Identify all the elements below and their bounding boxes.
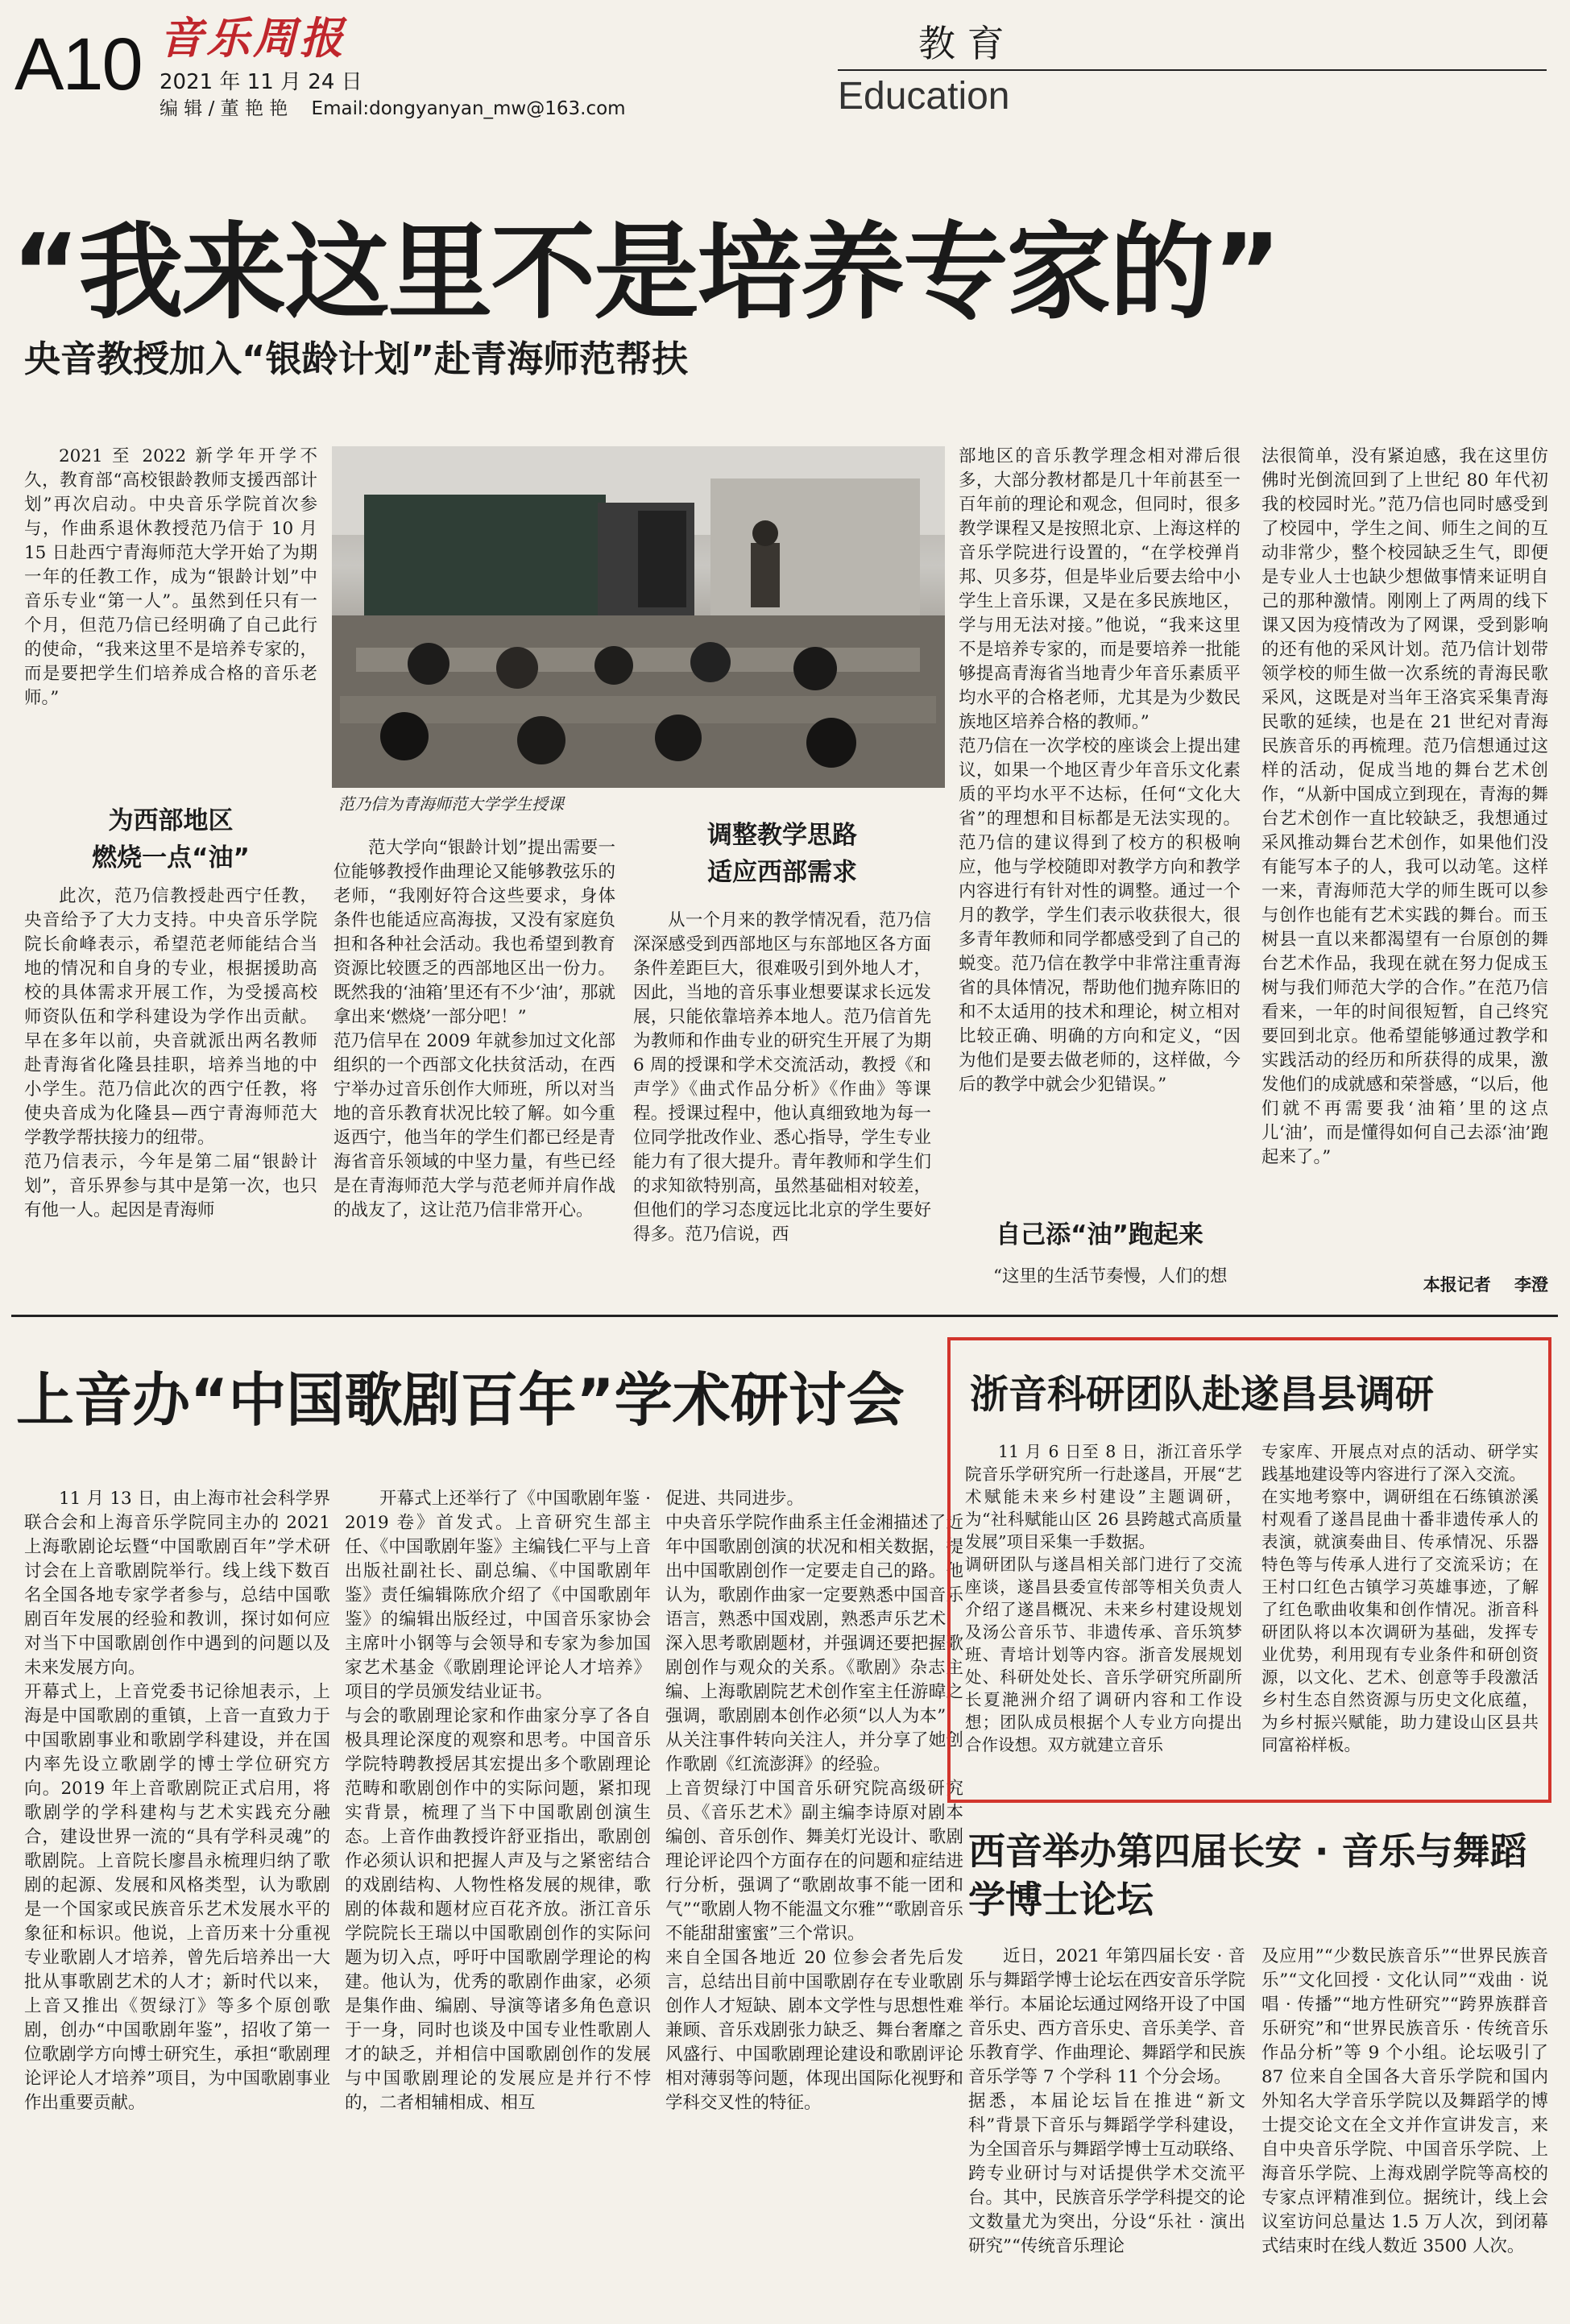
lead-col1-top: 2021 至 2022 新学年开学不久，教育部“高校银龄教师支援西部计划”再次启动。中央音乐学院首次参与，作曲系退休教授范乃信于 10 月 15 日赴西宁青海师范大学开始了为期一年的任教工作，成为“银龄计划”中音乐专业“第一人”。虽然到任只有一个月，但范乃信已经明确了自己此行的使命，“我来这里不是培养专家的，而是要把学生们培养成合格的音乐老师。” [24,446,317,708]
classroom-photo [332,446,945,788]
article3-col1: 11 月 6 日至 8 日，浙江音乐学院音乐学研究所一行赴遂昌，开展“艺术赋能未来乡村建设”主题调研，为“社科赋能山区 26 县跨越式高质量发展”项目采集一手数据。 调研团队与遂昌相关部门进行了交流座谈，遂昌县委宣传部等相关负责人介绍了遂昌概况、未来乡村建设规划及汤公音乐节、非遗传承、音乐筑梦班、青培计划等内容。浙音发展规划处、科研处处长、音乐学研究所副所长夏滟洲介绍了调研内容和工作设想；团队成员根据个人专业方向提出合作设想。双方就建立音乐 [965,1442,1242,1754]
editor-info: 编 辑 / 董 艳 艳 Email:dongyanyan_mw@163.com [159,98,626,119]
lead-subhead-adjust: 调整教学思路 适应西部需求 [707,821,857,887]
section-title-english: Education [838,75,1010,118]
lead-col4-top: 部地区的音乐教学理念相对滞后很多，大部分教材都是几十年前甚至一百年前的理论和观念，但同时，很多教学课程又是按照北京、上海这样的音乐学院进行设置的，“在学校弹肖邦、贝多芬，但是毕业后要去给中小学生上音乐课，又是在多民族地区，学与用无法对接。”他说，“我来这里不是培养专家的，而是要培养一批能够提高青海省当地青少年音乐素质平均水平的合格老师，尤其是为少数民族地区培养合格的教师。” 范乃信在一次学校的座谈会上提出建议，如果一个地区青少年音乐文化素质的平均水平不达标，任何“文化大省”的理想和目标都是无法实现的。范乃信的建议得到了校方的积极响应，他与学校随即对教学方向和教学内容进行有针对性的调整。通过一个月的教学，学生们表示收获很大，很多青年教师和同学都感受到了自己的蜕变。范乃信在教学中非常注重青海省的具体情况，帮助他们抛弃陈旧的和不太适用的技术和理论，树立相对比较正确、明确的方向和定义，“因为他们是要去做老师的，这样做，今后的教学中就会少犯错误。” [959,446,1241,1095]
lead-col2: 范大学向“银龄计划”提出需要一位能够教授作曲理论又能够教弦乐的老师，“我刚好符合这些要求，身体条件也能适应高海拔，又没有家庭负担和各种社会活动。我也希望到教育资源比较匮乏的西部地区出一份力。既然我的‘油箱’里还有不少‘油’，那就拿出来‘燃烧’一部分吧！” 范乃信早在 2009 年就参加过文化部组织的一个西部文化扶贫活动，在西宁举办过音乐创作大师班，所以对当地的音乐教育状况比较了解。如今重返西宁，他当年的学生们都已经是青海省音乐领域的中坚力量，有些已经是在青海师范大学与范老师并肩作战的战友了，这让范乃信非常开心。 [333,838,615,1220]
photo-caption: 范乃信为青海师范大学学生授课 [338,794,564,814]
lead-col5: 法很简单，没有紧迫感，我在这里仿佛时光倒流回到了上世纪 80 年代初我的校园时光。”范乃信也同时感受到了校园中，学生之间、师生之间的互动非常少，整个校园缺乏生气，即便是专业人士也缺少想做事情来证明自己的那种激情。刚刚上了两周的线下课又因为疫情改为了网课，受到影响的还有他的采风计划。范乃信计划带领学校的师生做一次系统的青海民歌采风，这既是对当年王洛宾采集青海民歌的延续，也是在 21 世纪对青海民族音乐的再梳理。范乃信想通过这样的活动，促成当地的舞台艺术创作，“从新中国成立到现在，青海的舞台艺术创作一直比较缺乏，我想通过采风推动舞台艺术创作，如果他们没有能写本子的人，我可以动笔。这样一来，青海师范大学的师生既可以参与创作也能有艺术实践的舞台。而玉树县一直以来都渴望有一台原创的舞台艺术作品，我现在就在努力促成玉树与我们师范大学的合作。”在范乃信看来，一年的时间很短暂，自己终究要回到北京。他希望能够通过教学和实践活动的经历和所获得的成果，激发他们的成就感和荣誉感，“以后，他们就不再需要我‘油箱’里的这点儿‘油’，而是懂得如何自己去添‘油’跑起来了。” [1261,446,1548,1167]
lead-col1-bottom: 此次，范乃信教授赴西宁任教，央音给予了大力支持。中央音乐学院院长俞峰表示，希望范老师能结合当地的情况和自身的专业，根据援助高校的具体需求开展工作，为受援高校师资队伍和学科建设为学作出贡献。早在多年以前，央音就派出两名教师赴青海省化隆县挂职，培养当地的中小学生。范乃信此次的西宁任教，将使央音成为化隆县—西宁青海师范大学教学帮扶接力的纽带。 范乃信表示，今年是第二届“银龄计划”，音乐界参与其中是第一次，也只有他一人。起因是青海师 [24,886,317,1220]
article2-headline: 上音办“中国歌剧百年”学术研讨会 [16,1366,905,1434]
article2-col1: 11 月 13 日，由上海市社会科学界联合会和上海音乐学院同主办的 2021 上海歌剧论坛暨“中国歌剧百年”学术研讨会在上音歌剧院举行。线上线下数百名全国各地专家学者参与，总结中国歌剧百年发展的经验和教训，探讨如何应对当下中国歌剧创作中遇到的问题以及未来发展方向。 开幕式上，上音党委书记徐旭表示，上海是中国歌剧的重镇，上音一直致力于中国歌剧事业和歌剧学科建设，并在国内率先设立歌剧学的博士学位研究方向。2019 年上音歌剧院正式启用，将歌剧学的学科建构与艺术实践充分融合，建设世界一流的“具有学科灵魂”的歌剧院。上音院长廖昌永梳理归纳了歌剧的起源、发展和风格类型，认为歌剧是一个国家或民族音乐艺术发展水平的象征和标识。他说，上音历来十分重视专业歌剧人才培养，曾先后培养出一大批从事歌剧艺术的人才；新时代以来，上音又推出《贺绿汀》等多个原创歌剧，创办“中国歌剧年鉴”，招收了第一位歌剧学方向博士研究生，承担“歌剧理论评论人才培养”项目，为中国歌剧事业作出重要贡献。 [24,1489,330,2113]
section-title: 教 育 [918,22,1005,65]
article3-col2: 专家库、开展点对点的活动、研学实践基地建设等内容进行了深入交流。 在实地考察中，调研组在石练镇淤溪村观看了遂昌昆曲十番非遗传承人的表演，就演奏曲目、传承情况、乐器特色等与传承人进行了交流采访；在王村口红色古镇学习英雄事迹，了解了红色歌曲收集和创作情况。浙音科研团队将以本次调研为基础，发挥专业优势，利用现有专业条件和研创资源，以文化、艺术、创意等手段激活乡村生态自然资源与历史文化底蕴，为乡村振兴赋能，助力建设山区县共同富裕样板。 [1261,1442,1539,1754]
lead-subhead-west: 为西部地区 燃烧一点“油” [92,806,250,872]
lead-headline: “我来这里不是培养专家的” [11,211,1280,333]
masthead-logo: 音乐周报 [159,12,346,64]
lead-col4-bottom: “这里的生活节奏慢，人们的想 [993,1266,1228,1286]
lead-byline: 本报记者 李澄 [1423,1275,1548,1295]
article4-col1: 近日，2021 年第四届长安 · 音乐与舞蹈学博士论坛在西安音乐学院举行。本届论坛通过网络开设了中国音乐史、西方音乐史、音乐美学、音乐教育学、作曲理论、舞蹈学和民族音乐学等 7 个学科 11 个分会场。 据悉，本届论坛旨在推进“新文科”背景下音乐与舞蹈学学科建设，为全国音乐与舞蹈学博士互动联络、跨专业研讨与对话提供学术交流平台。其中，民族音乐学学科提交的论文数量尤为突出，分设“乐社 · 演出研究”“传统音乐理论 [968,1946,1245,2256]
lead-bottom-divider [11,1315,1558,1317]
lead-subheadline: 央音教授加入“银龄计划”赴青海师范帮扶 [24,338,689,380]
header-divider [838,69,1547,71]
page-number: A10 [14,23,142,106]
article3-headline: 浙音科研团队赴遂昌县调研 [970,1372,1435,1417]
article2-col3: 促进、共同进步。 中央音乐学院作曲系主任金湘描述了近年中国歌剧创演的状况和相关数据，提出中国歌剧创作一定要走自己的路。他认为，歌剧作曲家一定要熟悉中国音乐语言，熟悉中国戏剧，熟悉声乐艺术，深入思考歌剧题材，并强调还要把握歌剧创作与观众的关系。《歌剧》杂志主编、上海歌剧院艺术创作室主任游暐之强调，歌剧剧本创作必须“以人为本”，从关注事件转向关注人，并分享了她创作歌剧《红流澎湃》的经验。 上音贺绿汀中国音乐研究院高级研究员、《音乐艺术》副主编李诗原对剧本编创、音乐创作、舞美灯光设计、歌剧理论评论四个方面存在的问题和症结进行分析，强调了“歌剧故事不能一团和气”“歌剧人物不能温文尔雅”“歌剧音乐不能甜甜蜜蜜”三个常识。 来自全国各地近 20 位参会者先后发言，总结出目前中国歌剧存在专业歌剧创作人才短缺、剧本文学性与思想性难兼顾、音乐戏剧张力缺乏、舞台奢靡之风盛行、中国歌剧理论建设和歌剧评论相对薄弱等问题，体现出国际化视野和学科交叉性的特征。 [665,1489,963,2113]
issue-date: 2021 年 11 月 24 日 [159,70,362,94]
lead-col3: 从一个月来的教学情况看，范乃信深深感受到西部地区与东部地区各方面条件差距巨大，很难吸引到外地人才，因此，当地的音乐事业想要谋求长远发展，只能依靠培养本地人。范乃信首先为教师和作曲专业的研究生开展了为期 6 周的授课和学术交流活动，教授《和声学》《曲式作品分析》《作曲》等课程。授课过程中，他认真细致地为每一位同学批改作业、悉心指导，学生专业能力有了很大提升。青年教师和学生们的求知欲特别高，虽然基础相对较差，但他们的学习态度远比北京的学生要好得多。范乃信说，西 [633,910,931,1245]
article2-col2: 开幕式上还举行了《中国歌剧年鉴 · 2019 卷》首发式。上音研究生部主任、《中国歌剧年鉴》主编钱仁平与上音出版社副社长、副总编、《中国歌剧年鉴》责任编辑陈欣介绍了《中国歌剧年鉴》的编辑出版经过，中国音乐家协会主席叶小钢等与会领导和专家为参加国家艺术基金《歌剧理论评论人才培养》项目的学员颁发结业证书。 与会的歌剧理论家和作曲家分享了各自极具理论深度的观察和思考。中国音乐学院特聘教授居其宏提出多个歌剧理论范畴和歌剧创作中的实际问题，紧扣现实背景，梳理了当下中国歌剧创演生态。上音作曲教授许舒亚指出，歌剧创作必须认识和把握人声及与之紧密结合的戏剧结构、人物性格发展的规律，歌剧的体裁和题材应百花齐放。浙江音乐学院院长王瑞以中国歌剧创作的实际问题为切入点，呼吁中国歌剧学理论的构建。他认为，优秀的歌剧作曲家，必须是集作曲、编剧、导演等诸多角色意识于一身，同时也谈及中国专业性歌剧人才的缺乏，并相信中国歌剧创作的发展与中国歌剧理论的发展应是并行不悖的，二者相辅相成、相互 [345,1489,651,2113]
article4-headline: 西音举办第四届长安 · 音乐与舞蹈学博士论坛 [968,1829,1527,1921]
article4-col2: 及应用”“少数民族音乐”“世界民族音乐”“文化回授 · 文化认同”“戏曲 · 说唱 · 传播”“地方性研究”“跨界族群音乐研究”和“世界民族音乐 · 传统音乐作品分析”等 9 个小组。论坛吸引了 87 位来自全国各大音乐学院和国内外知名大学音乐学院以及舞蹈学的博士提交论文在全文并作宣讲发言，来自中央音乐学院、中国音乐学院、上海音乐学院、上海戏剧学院等高校的专家点评精准到位。据统计，线上会议室访问总量达 1.5 万人次，到闭幕式结束时在线人数近 3500 人次。 [1261,1946,1548,2256]
lead-subhead-selfoil: 自己添“油”跑起来 [996,1220,1203,1249]
